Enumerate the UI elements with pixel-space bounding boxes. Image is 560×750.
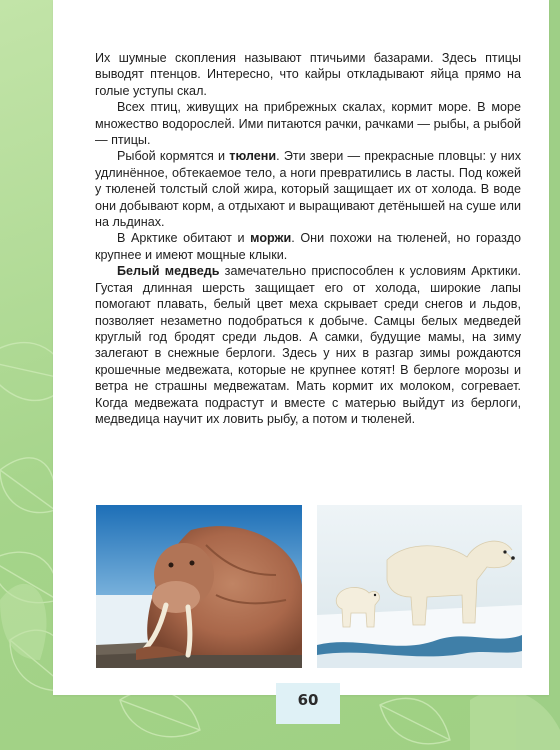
bold-term: Белый медведь [117,264,220,279]
page-number-box [276,683,340,724]
paragraph [95,148,521,230]
text-run: Всех птиц, живущих на прибрежных скалах, кормит море. В море множество водорослей. Ими питаются рачки, рачками — рыбы, а рыбой — птицы. [95,100,521,148]
polar-bear-photo [317,505,522,668]
text-run: Рыбой кормятся и [117,149,230,164]
bold-term: тюлени [229,149,277,164]
text-run: . Они похожи на тюленей, но гораздо крупнее и имеют мощные клыки. [95,231,521,262]
bold-term: моржи [250,231,292,246]
polar-bear-illustration [317,505,522,668]
walrus-photo [96,505,302,668]
paragraph [95,99,521,148]
textbook-page [53,0,549,695]
walrus-illustration [96,505,302,668]
paragraph [95,230,521,263]
paragraph [95,50,521,99]
text-run: замечательно приспособлен к условиям Арктики. Густая длинная шерсть защищает его от холода, широкие лапы помогают плавать, белый цвет меха скрывает среди снегов и льдов, позволяет незаметно подобраться к добыче. Самцы белых медведей круглый год бродят среди льдов. А самки, будущие мамы, на зиму залегают в снежные берлоги. Здесь у них в разгар зимы рождаются крошечные медвежата, которые не крупнее котят! В берлоге морозы и ветра не страшны медвежатам. Мать кормит их молоком, согревает. Когда медвежата подрастут и вместе с матерью выйдут из берлоги, медведица научит их ловить рыбу, а потом и тюленей. [95,264,521,426]
body-text [95,50,521,427]
page-number: 60 [297,691,319,709]
text-run: . Эти звери — прекрасные пловцы: у них удлинённое, обтекаемое тело, а ноги превратились в ласты. Под кожей у тюленей толстый слой жира, который защищает их от холода. В воде они добывают корм, а отдыхают и выращивают детёнышей на суше или на льдинах. [95,149,521,230]
text-run: Их шумные скопления называют птичьими базарами. Здесь птицы выводят птенцов. Интересно, что кайры откладывают яйца прямо на голые уступы скал. [95,51,521,98]
text-run: В Арктике обитают и [117,231,251,246]
paragraph [95,263,521,427]
